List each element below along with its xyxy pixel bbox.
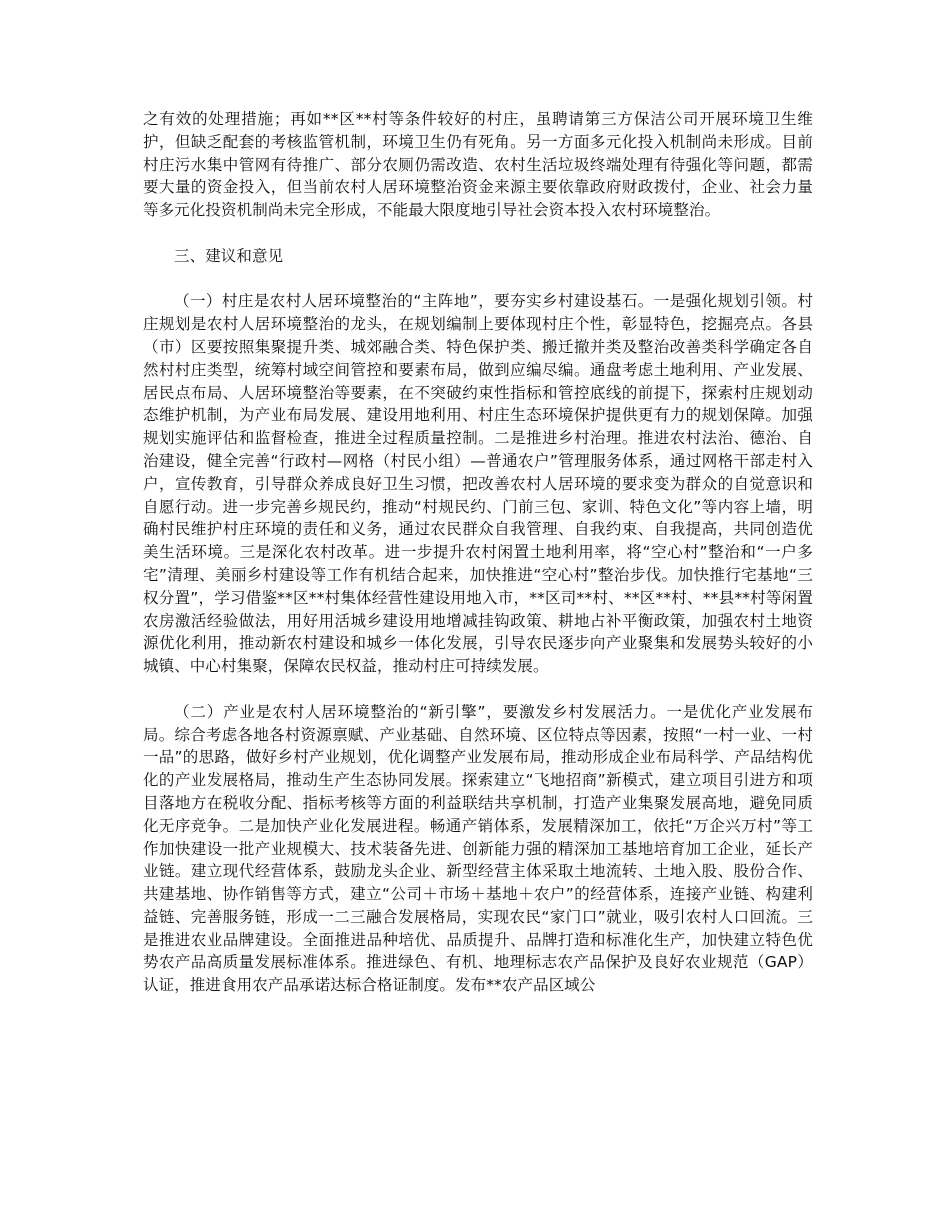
paragraph-intro-continuation: 之有效的处理措施；再如**区**村等条件较好的村庄，虽聘请第三方保洁公司开展环境卫生维护，但缺乏配套的考核监管机制，环境卫生仍有死角。另一方面多元化投入机制尚未形成。目前村庄污水集中管网有待推广、部分农厕仍需改造、农村生活垃圾终端处理有待强化等问题，都需要大量的资金投入，但当前农村人居环境整治资金来源主要依靠政府财政拨付，企业、社会力量等多元化投资机制尚未完全形成，不能最大限度地引导社会资本投入农村环境整治。 xyxy=(143,110,813,220)
section-heading-suggestions: 三、建议和意见 xyxy=(174,246,284,265)
document-body xyxy=(143,108,813,997)
paragraph-spacer xyxy=(143,678,813,701)
paragraph-industry: （二）产业是农村人居环境整治的“新引擎”，要激发乡村发展活力。一是优化产业发展布局。综合考虑各地各村资源禀赋、产业基础、自然环境、区位特点等因素，按照“一村一业、一村一品”的思路，做好乡村产业规划，优化调整产业发展布局，推动形成企业布局科学、产品结构优化的产业发展格局，推动生产生态协同发展。探索建立“飞地招商”新模式，建立项目引进方和项目落地方在税收分配、指标考核等方面的利益联结共享机制，打造产业集聚发展高地，避免同质化无序竞争。二是加快产业化发展进程。畅通产销体系，发展精深加工，依托“万企兴万村”等工作加快建设一批产业规模大、技术装备先进、创新能力强的精深加工基地培育加工企业，延长产业链。建立现代经营体系，鼓励龙头企业、新型经营主体采取土地流转、土地入股、股份合作、共建基地、协作销售等方式，建立“公司＋市场＋基地＋农户”的经营体系，连接产业链、构建利益链、完善服务链，形成一二三融合发展格局，实现农民“家门口”就业，吸引农村人口回流。三是推进农业品牌建设。全面推进品种培优、品质提升、品牌打造和标准化生产，加快建立特色优势农产品高质量发展标准体系。推进绿色、有机、地理标志农产品保护及良好农业规范（GAP）认证，推进食用农产品承诺达标合格证制度。发布**农产品区域公 xyxy=(143,702,813,995)
paragraph-spacer xyxy=(143,268,813,291)
paragraph-village: （一）村庄是农村人居环境整治的“主阵地”，要夯实乡村建设基石。一是强化规划引领。村庄规划是农村人居环境整治的龙头，在规划编制上要体现村庄个性，彰显特色，挖掘亮点。各县（市）区要按照集聚提升类、城郊融合类、特色保护类、搬迁撤并类及整治改善类科学确定各自然村村庄类型，统筹村域空间管控和要素布局，做到应编尽编。通盘考虑土地利用、产业发展、居民点布局、人居环境整治等要素，在不突破约束性指标和管控底线的前提下，探索村庄规划动态维护机制，为产业布局发展、建设用地利用、村庄生态环境保护提供更有力的规划保障。加强规划实施评估和监督检查，推进全过程质量控制。二是推进乡村治理。推进农村法治、德治、自治建设，健全完善“行政村—网格（村民小组）—普通农户”管理服务体系，通过网格干部走村入户，宣传教育，引导群众养成良好卫生习惯，把改善农村人居环境的要求变为群众的自觉意识和自愿行动。进一步完善乡规民约，推动“村规民约、门前三包、家训、特色文化”等内容上墙，明确村民维护村庄环境的责任和义务，通过农民群众自我管理、自我约束、自我提高，共同创造优美生活环境。三是深化农村改革。进一步提升农村闲置土地利用率，将“空心村”整治和“一户多宅”清理、美丽乡村建设等工作有机结合起来，加快推进“空心村”整治步伐。加快推行宅基地“三权分置”，学习借鉴**区**村集体经营性建设用地入市，**区司**村、**区**村、**县**村等闲置农房激活经验做法，用好用活城乡建设用地增减挂钩政策、耕地占补平衡政策，加强农村土地资源优化利用，推动新农村建设和城乡一体化发展，引导农民逐步向产业聚集和发展势头较好的小城镇、中心村集聚，保障农民权益，推动村庄可持续发展。 xyxy=(143,292,813,676)
paragraph-spacer xyxy=(143,222,813,245)
